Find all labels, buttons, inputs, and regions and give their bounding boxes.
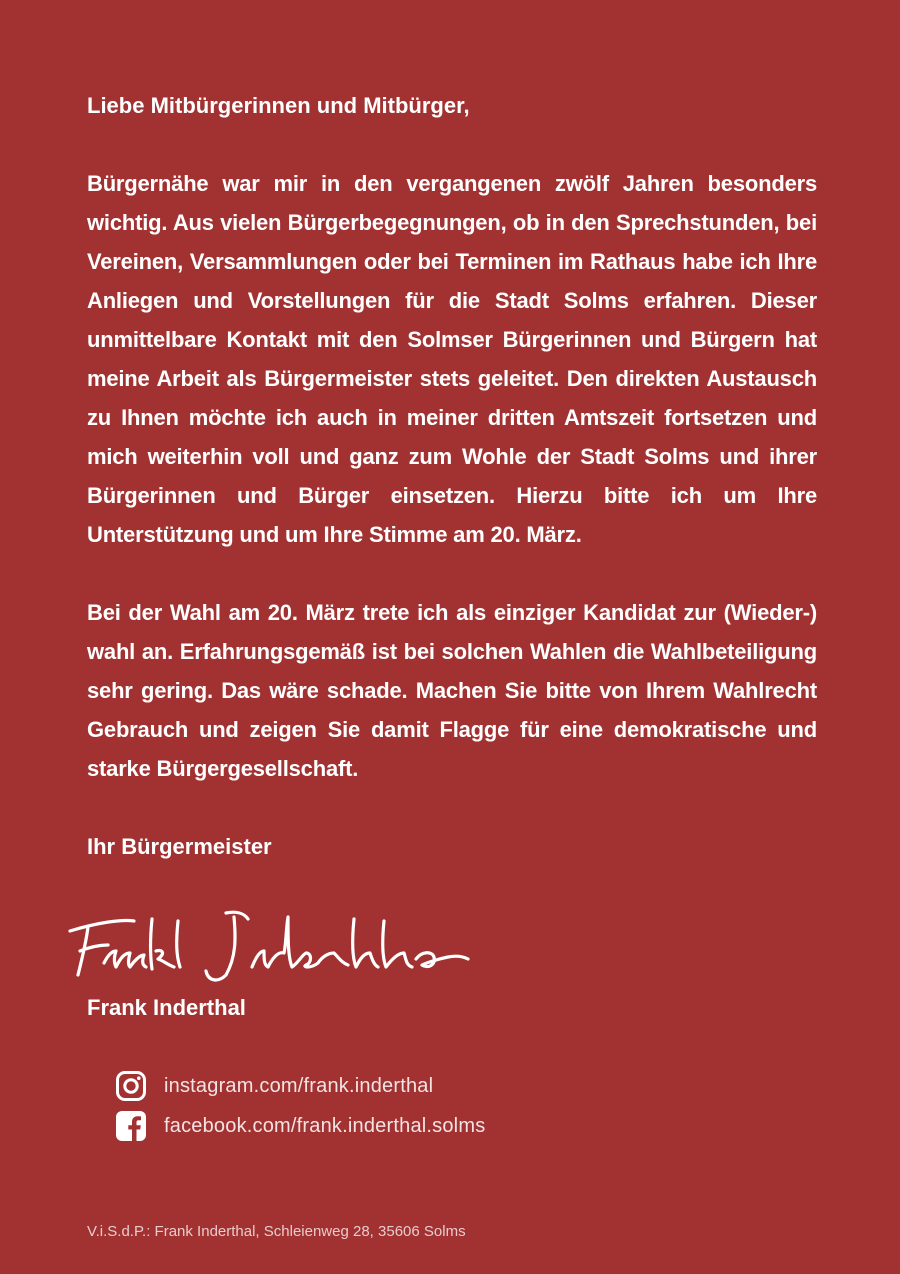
letter-closing: Ihr Bürgermeister [87,834,272,859]
facebook-url[interactable]: facebook.com/frank.inderthal.solms [164,1114,486,1137]
instagram-link[interactable] [114,1066,485,1106]
social-links [114,1066,485,1146]
instagram-url[interactable]: instagram.com/frank.inderthal [164,1074,434,1097]
facebook-icon [114,1109,148,1143]
instagram-icon [114,1069,148,1103]
handwritten-signature [66,905,476,987]
letter-greeting: Liebe Mitbürgerinnen und Mitbürger, [87,93,470,118]
facebook-link[interactable] [114,1106,485,1146]
letter-paragraph-1: Bürgernähe war mir in den vergangenen zwölf Jahren besonders wichtig. Aus vielen Bürgerbegegnungen, ob in den Sprechstunden, bei Vereinen, Versammlungen oder bei Terminen im Rathaus habe ich Ihre Anliegen und Vorstellungen für die Stadt Solms erfahren. Dieser unmittelbare Kontakt mit den Solmser Bürgerinnen und Bürgern hat meine Arbeit als Bürgermeister stets geleitet. Den direkten Austausch zu Ihnen möchte ich auch in meiner dritten Amtszeit fortsetzen und mich weiterhin voll und ganz zum Wohle der Stadt Solms und ihrer Bürgerinnen und Bürger einsetzen. Hierzu bitte ich um Ihre Unterstützung und um Ihre Stimme am 20. März. [87,171,817,547]
imprint-text: V.i.S.d.P.: Frank Inderthal, Schleienweg 28, 35606 Solms [87,1223,466,1240]
letter-body [87,86,817,866]
signer-name: Frank Inderthal [87,995,246,1020]
letter-paragraph-2: Bei der Wahl am 20. März trete ich als einziger Kandidat zur (Wieder-) wahl an. Erfahrungsgemäß ist bei solchen Wahlen die Wahlbeteiligung sehr gering. Das wäre schade. Machen Sie bitte von Ihrem Wahlrecht Gebrauch und zeigen Sie damit Flagge für eine demokratische und starke Bürgergesellschaft. [87,600,817,781]
